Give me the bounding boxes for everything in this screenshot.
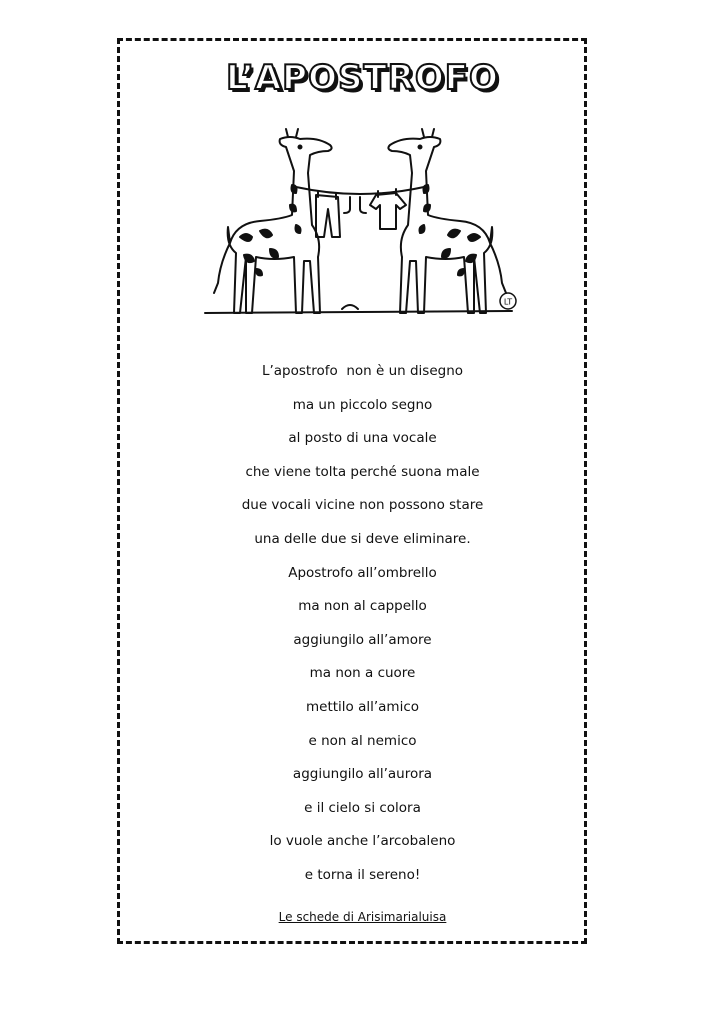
poem-line: e il cielo si colora: [304, 799, 421, 816]
poem-line: due vocali vicine non possono stare: [241, 497, 484, 514]
poem-line: al posto di una vocale: [288, 430, 437, 447]
poem-line: e torna il sereno!: [304, 866, 421, 883]
poem-text: [0, 355, 725, 893]
poem-line: aggiungilo all’amore: [293, 631, 432, 648]
poem-line: e non al nemico: [308, 732, 417, 749]
illustration-signature: LT: [503, 297, 513, 307]
poem-line: che viene tolta perché suona male: [245, 463, 480, 480]
page-title: L’APOSTROFO: [226, 58, 499, 98]
credit-link[interactable]: Le schede di Arisimarialuisa: [278, 910, 447, 924]
poem-line: lo vuole anche l’arcobaleno: [269, 833, 456, 850]
poem-line: ma un piccolo segno: [292, 396, 433, 413]
poem-line: mettilo all’amico: [305, 698, 420, 715]
poem-line: L’apostrofo non è un disegno: [261, 363, 464, 379]
poem-line: una delle due si deve eliminare.: [254, 530, 471, 547]
poem-line: Apostrofo all’ombrello: [288, 564, 437, 581]
poem-line: ma non a cuore: [309, 665, 416, 682]
poem-line: aggiungilo all’aurora: [292, 766, 433, 783]
poem-line: ma non al cappello: [298, 598, 427, 615]
two-giraffes-clothesline-icon: [200, 125, 530, 320]
